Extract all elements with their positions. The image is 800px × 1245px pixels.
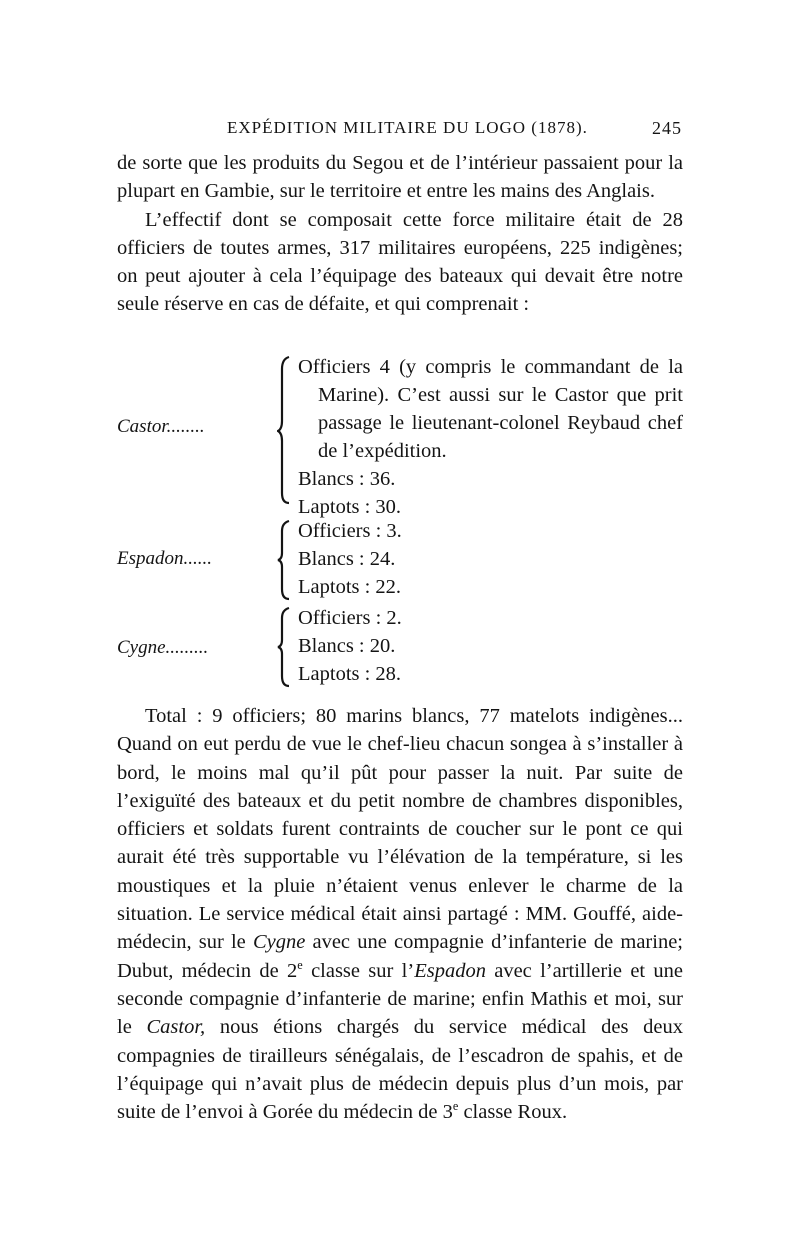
ship-name-cygne: Cygne	[252, 931, 306, 954]
brace-icon	[277, 519, 291, 601]
ship-crew-list	[298, 604, 683, 688]
crew-laptots: Laptots : 28.	[298, 663, 402, 685]
crew-blancs: Blancs : 24.	[298, 548, 396, 570]
crew-blancs: Blancs : 36.	[298, 468, 396, 490]
crew-laptots: Laptots : 22.	[298, 576, 402, 598]
crew-blancs: Blancs : 20.	[298, 635, 396, 657]
ship-name-espadon: Espadon	[414, 959, 486, 982]
text-run: nous étions chargés du service médical des deux compagnies de tirailleurs sénégalais, de l’escadron de spahis, et de l’équipage qui n’avait plus de médecin depuis plus d’un mois, par suite de l’envoi à Gorée du médecin de 3	[117, 1016, 684, 1124]
ship-name: Castor........	[117, 416, 205, 437]
paragraph-1: de sorte que les produits du Segou et de l’intérieur passaient pour la plupart en Gambie, sur le territoire et entre les mains des Anglais.	[117, 152, 683, 203]
text-run: avec l’artillerie et une seconde compagnie d’infanterie de marine; enfin Mathis et moi, sur le	[117, 959, 684, 1039]
paragraph-2: L’effectif dont se composait cette force militaire était de 28 officiers de toutes armes, 317 militaires européens, 225 indigènes; on peut ajouter à cela l’équipage des bateaux qui devait être notre seule réserve en cas de défaite, et qui comprenait :	[117, 208, 683, 316]
ship-crew-list	[298, 517, 683, 601]
crew-officers: Officiers : 3.	[298, 520, 402, 542]
ship-name: Cygne.........	[117, 637, 209, 658]
superscript: e	[452, 1099, 459, 1114]
ship-name: Espadon......	[117, 548, 212, 569]
text-run: classe Roux.	[463, 1101, 568, 1124]
text-run: classe sur l’	[311, 959, 415, 982]
ship-crew-list	[298, 353, 683, 521]
ship-name-castor: Castor,	[146, 1016, 206, 1039]
text-run: Total : 9 officiers; 80 marins blancs, 77 matelots indigènes... Quand on eut perdu de vue le chef-lieu chacun songea à s’installer à bord, le moins mal qu’il pût pour passer la nuit. Par suite de l’exiguïté des bateaux et du petit nombre de chambres disponibles, officiers et soldats furent contraints de coucher sur le pont ce qui aurait été très supportable vu l’élévation de la température, si les moustiques et la pluie n’étaient venus enlever le charme de la situation. Le service médical était ainsi partagé : MM. Gouffé, aide-médecin, sur le	[117, 705, 683, 954]
brace-icon	[277, 355, 291, 505]
paragraph-3	[117, 702, 683, 1126]
page-number: 245	[652, 118, 682, 138]
crew-laptots: Laptots : 30.	[298, 496, 402, 518]
crew-officers: Officiers : 2.	[298, 607, 402, 629]
text-run: avec une compagnie d’infanterie de marine; Dubut, médecin de 2	[117, 931, 683, 982]
crew-officers: Officiers 4 (y compris le commandant de la Marine). C’est aussi sur le Castor que prit passage le lieutenant-colonel Reybaud chef de l’expédition.	[298, 356, 683, 462]
body-text-top	[117, 149, 683, 319]
brace-icon	[277, 606, 291, 688]
body-text-bottom	[117, 702, 683, 1126]
running-title: EXPÉDITION MILITAIRE DU LOGO (1878).	[227, 118, 588, 137]
superscript: e	[297, 957, 303, 972]
